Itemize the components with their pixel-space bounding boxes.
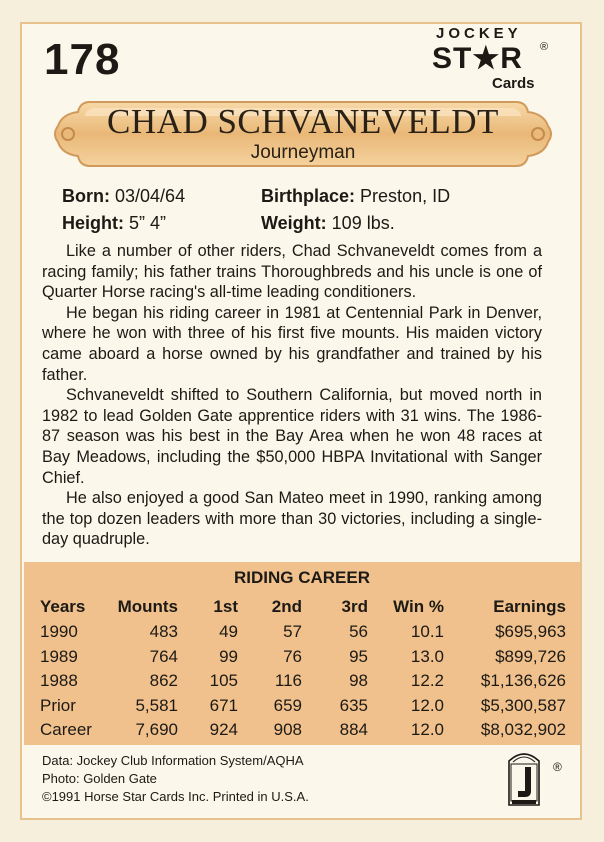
table-cell: 95	[349, 646, 368, 666]
table-cell: 116	[274, 671, 302, 691]
height-field	[62, 213, 166, 234]
logo-main-left: ST	[432, 42, 473, 75]
weight-value: 109 lbs.	[331, 213, 395, 233]
table-cell: 908	[273, 720, 302, 740]
header-mounts: Mounts	[117, 597, 178, 616]
bio-paragraph: Like a number of other riders, Chad Schvaneveldt comes from a racing family; his father trains Thoroughbreds and his uncle is one of Quarter Horse racing's all-time leading conditioners.	[42, 242, 542, 302]
table-cell: $8,032,902	[480, 720, 566, 740]
riding-career-section	[24, 562, 580, 745]
player-name: CHAD SCHVANEVELDT	[107, 102, 499, 141]
header-third: 3rd	[341, 597, 368, 616]
table-cell: Career	[40, 720, 92, 740]
birthplace-value: Preston, ID	[360, 186, 451, 206]
header-win-pct: Win %	[393, 597, 444, 616]
table-cell: 5,581	[135, 695, 178, 715]
riding-career-table	[40, 594, 566, 743]
header-years: Years	[40, 597, 86, 616]
table-cell: 924	[209, 720, 238, 740]
table-cell: 12.0	[410, 695, 444, 715]
table-cell: 671	[209, 695, 238, 715]
table-cell: 1988	[40, 671, 78, 691]
weight-field	[261, 213, 395, 234]
table-row	[40, 694, 566, 719]
jockeys-guild-logo-icon	[505, 747, 543, 809]
table-cell: 12.2	[410, 671, 444, 691]
bio-paragraph: Schvaneveldt shifted to Southern California, but moved north in 1982 to lead Golden Gate apprentice riders with 31 wins. The 1986-87 season was his best in the Bay Area when he won 48 races at Bay Meadows, including the $50,000 HBPA Invitational with Sanger Chief.	[42, 386, 542, 487]
table-row	[40, 718, 566, 743]
table-cell: 57	[283, 622, 302, 642]
table-cell: $899,726	[495, 646, 566, 666]
table-cell: 76	[283, 646, 302, 666]
table-cell: 862	[149, 671, 178, 691]
table-cell: 12.0	[410, 720, 444, 740]
table-cell: 884	[339, 720, 368, 740]
footer-photo-credit: Photo: Golden Gate	[42, 771, 157, 786]
table-cell: 10.1	[410, 622, 444, 642]
star-icon: ★	[472, 42, 501, 75]
logo-sub-text: Cards	[492, 75, 535, 92]
table-cell: 49	[219, 622, 238, 642]
table-cell: 764	[149, 646, 178, 666]
header-second: 2nd	[271, 597, 302, 616]
bio-paragraph: He began his riding career in 1981 at Centennial Park in Denver, where he won with three of his first five mounts. His maiden victory came aboard a horse owned by his grandfather and trained by his father.	[42, 303, 542, 384]
table-cell: $1,136,626	[480, 671, 566, 691]
bio-paragraph: He also enjoyed a good San Mateo meet in 1990, ranking among the top dozen leaders with more than 30 victories, including a single-day quadruple.	[42, 489, 542, 549]
card-footer	[42, 752, 309, 806]
table-cell: $695,963	[495, 622, 566, 642]
table-cell: 98	[349, 671, 368, 691]
table-cell: 483	[149, 622, 178, 642]
logo-top-text: JOCKEY	[436, 25, 522, 42]
table-row	[40, 645, 566, 670]
biography	[42, 241, 542, 550]
birthplace-field	[261, 186, 450, 207]
header-first: 1st	[213, 597, 238, 616]
height-label: Height:	[62, 213, 124, 233]
table-cell: 99	[219, 646, 238, 666]
table-row	[40, 669, 566, 694]
name-plaque	[50, 96, 556, 172]
table-header-row	[40, 594, 566, 620]
guild-registered-mark: ®	[553, 760, 562, 774]
footer-data-credit: Data: Jockey Club Information System/AQHA	[42, 753, 304, 768]
height-value: 5” 4”	[129, 213, 167, 233]
table-cell: 56	[349, 622, 368, 642]
table-cell: 1990	[40, 622, 78, 642]
riding-career-title: RIDING CAREER	[233, 568, 370, 587]
born-label: Born:	[62, 186, 110, 206]
card-number: 178	[44, 35, 121, 84]
footer-copyright: ©1991 Horse Star Cards Inc. Printed in U.S.A.	[42, 789, 309, 804]
logo-registered-mark: ®	[540, 41, 549, 53]
table-cell: 635	[339, 695, 368, 715]
birthplace-label: Birthplace:	[261, 186, 356, 206]
table-cell: Prior	[40, 695, 76, 715]
table-cell: 1989	[40, 646, 78, 666]
logo-main-text	[432, 41, 523, 76]
table-cell: 7,690	[135, 720, 178, 740]
table-cell: $5,300,587	[480, 695, 566, 715]
born-field	[62, 186, 185, 207]
weight-label: Weight:	[261, 213, 327, 233]
table-cell: 105	[209, 671, 238, 691]
table-cell: 13.0	[410, 646, 444, 666]
player-title: Journeyman	[250, 142, 356, 163]
table-cell: 659	[273, 695, 302, 715]
born-value: 03/04/64	[115, 186, 186, 206]
header-earnings: Earnings	[493, 597, 566, 616]
logo-main-right: R	[500, 42, 523, 75]
table-row	[40, 620, 566, 645]
jockey-star-logo	[430, 25, 558, 95]
